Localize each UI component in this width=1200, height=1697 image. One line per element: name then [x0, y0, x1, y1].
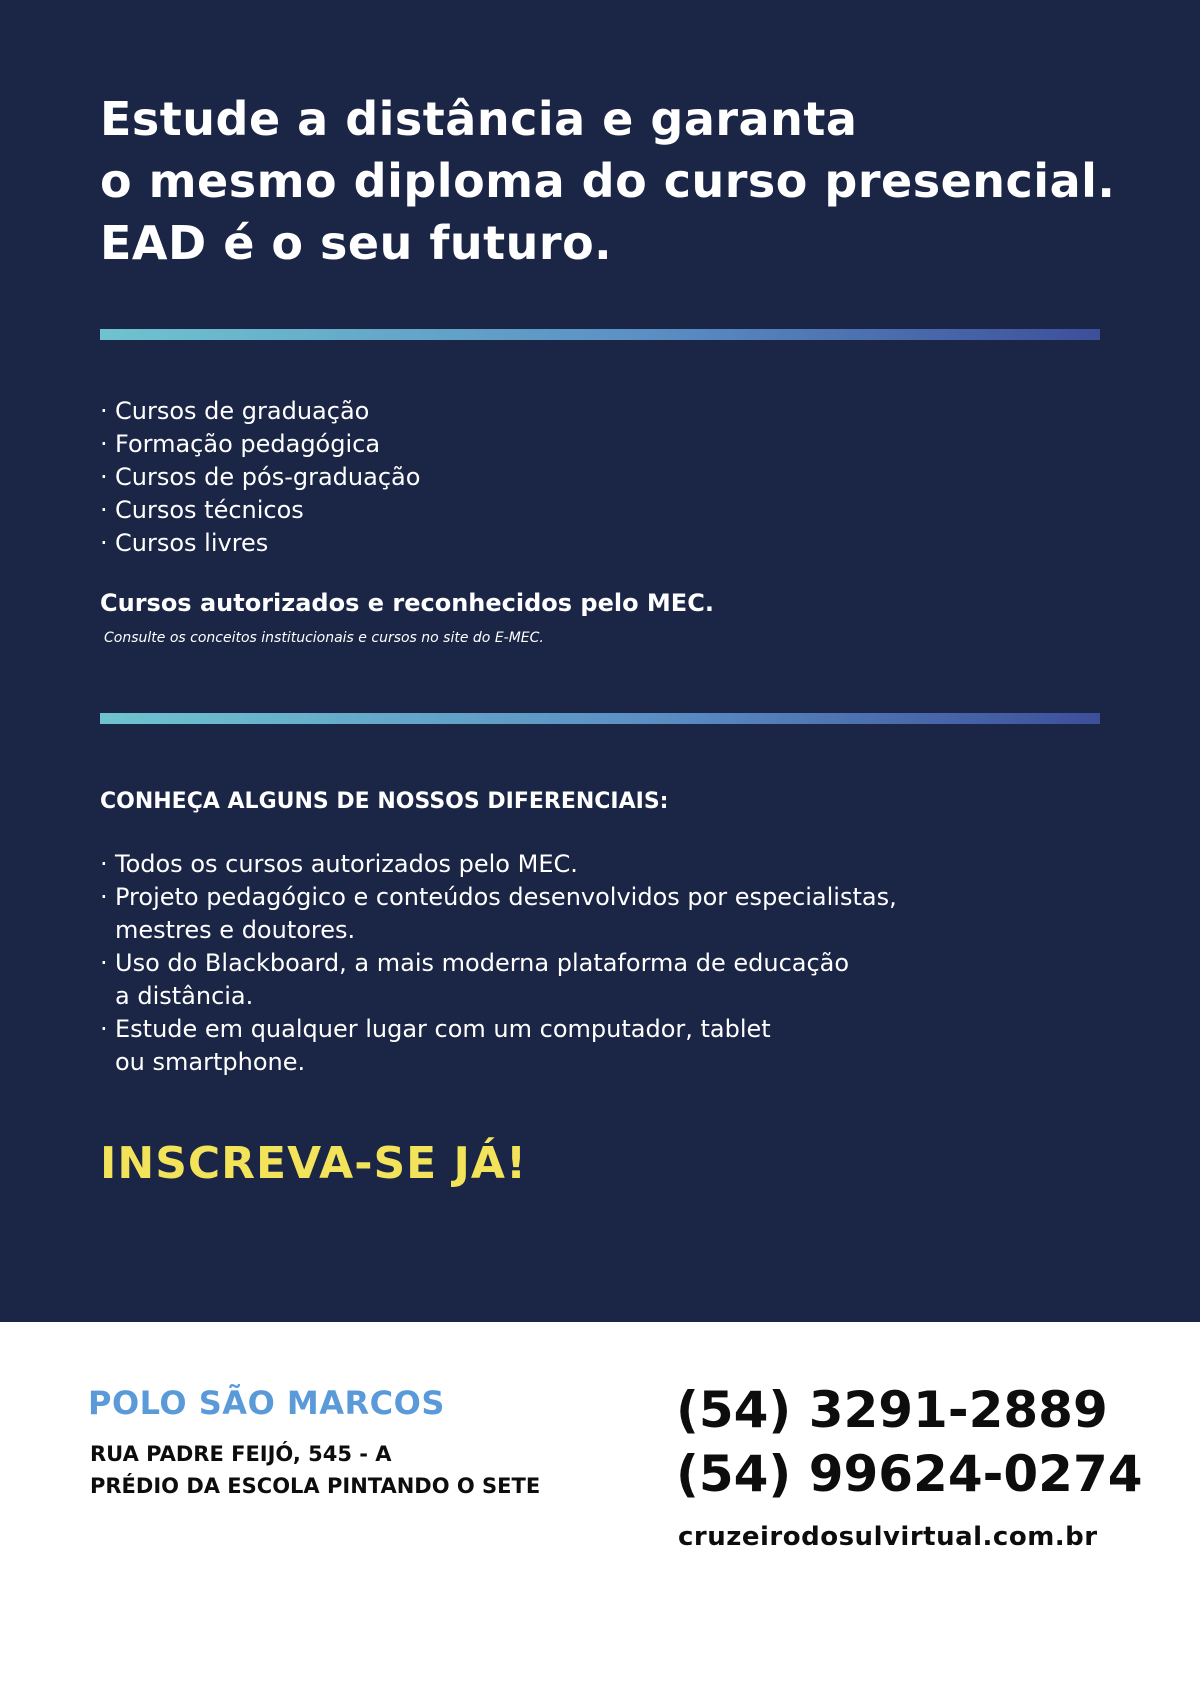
website-link[interactable]: cruzeirodosulvirtual.com.br: [678, 1522, 1098, 1552]
list-item-text: ou smartphone.: [115, 1048, 306, 1076]
phone-number[interactable]: (54) 99624-0274: [676, 1445, 1143, 1503]
phone-numbers: [676, 1378, 1143, 1506]
phone-number[interactable]: (54) 3291-2889: [676, 1381, 1108, 1439]
courses-list: [100, 395, 420, 560]
list-item-text: · Todos os cursos autorizados pelo MEC.: [115, 850, 578, 878]
list-item-text: a distância.: [115, 982, 254, 1010]
list-item-text: · Projeto pedagógico e conteúdos desenvolvidos por especialistas,: [115, 883, 897, 911]
list-item: · Cursos livres: [100, 527, 420, 560]
list-item: · Cursos técnicos: [100, 494, 420, 527]
headline-line-3: EAD é o seu futuro.: [100, 216, 613, 270]
list-item: [100, 848, 897, 881]
list-item: · Formação pedagógica: [100, 428, 420, 461]
address-line: RUA PADRE FEIJÓ, 545 - A: [90, 1442, 392, 1466]
list-item-text: mestres e doutores.: [115, 916, 356, 944]
list-item: · Cursos de graduação: [100, 395, 420, 428]
headline: [100, 88, 1160, 274]
list-item: [100, 881, 897, 947]
address-line: PRÉDIO DA ESCOLA PINTANDO O SETE: [90, 1474, 541, 1498]
list-item: [100, 1013, 897, 1079]
differentials-title: CONHEÇA ALGUNS DE NOSSOS DIFERENCIAIS:: [100, 789, 669, 814]
list-item-text: · Uso do Blackboard, a mais moderna plataforma de educação: [115, 949, 850, 977]
list-item: [100, 947, 897, 1013]
cta-heading: INSCREVA-SE JÁ!: [100, 1138, 528, 1189]
headline-line-1: Estude a distância e garanta: [100, 92, 858, 146]
list-item-text: · Estude em qualquer lugar com um computador, tablet: [115, 1015, 771, 1043]
headline-line-2: o mesmo diploma do curso presencial.: [100, 154, 1116, 208]
polo-name: POLO SÃO MARCOS: [88, 1384, 445, 1422]
mec-note: Consulte os conceitos institucionais e cursos no site do E-MEC.: [104, 630, 544, 646]
polo-address: [90, 1438, 540, 1502]
mec-title: Cursos autorizados e reconhecidos pelo MEC.: [100, 589, 714, 617]
divider-top: [100, 329, 1100, 340]
divider-middle: [100, 713, 1100, 724]
differentials-list: [100, 848, 897, 1079]
list-item: · Cursos de pós-graduação: [100, 461, 420, 494]
